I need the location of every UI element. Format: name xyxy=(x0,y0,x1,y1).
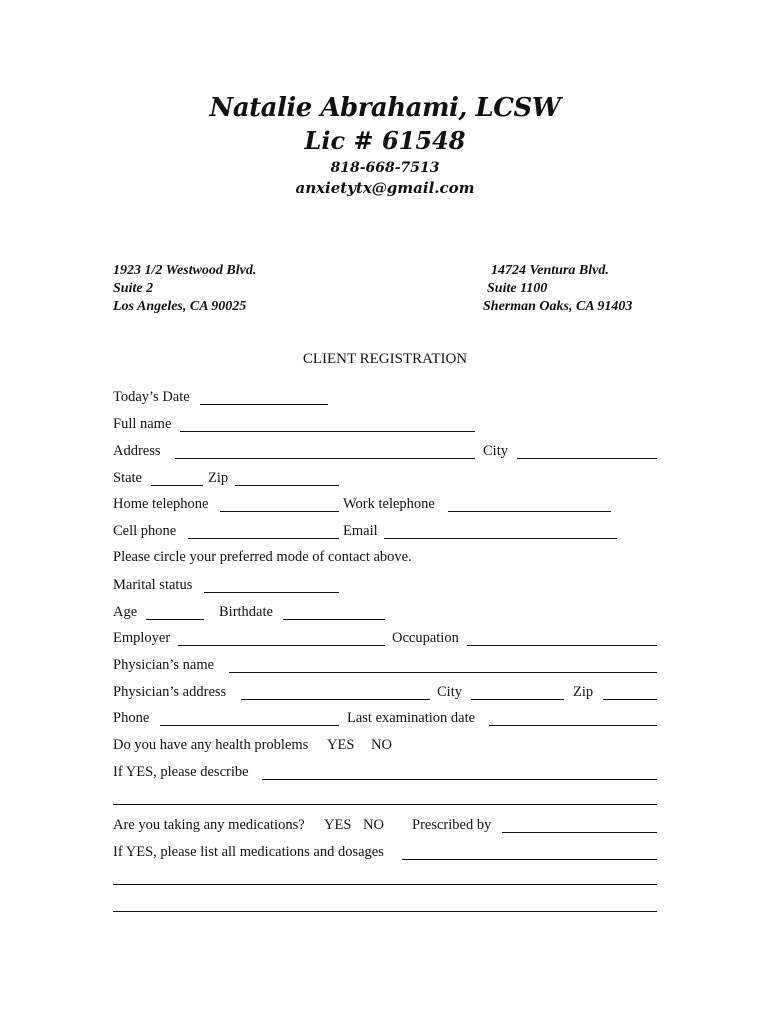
describe-field[interactable] xyxy=(262,763,657,780)
age-field[interactable] xyxy=(146,603,204,620)
form-title: CLIENT REGISTRATION xyxy=(302,351,468,367)
work-telephone-field[interactable] xyxy=(448,495,611,512)
prescribed-by-label: Prescribed by xyxy=(412,817,492,833)
address-field[interactable] xyxy=(175,442,475,459)
address-line: 14724 Ventura Blvd. xyxy=(491,263,609,278)
physician-address-field[interactable] xyxy=(241,683,430,700)
employer-field[interactable] xyxy=(178,629,385,646)
office-address-westwood xyxy=(113,262,256,316)
if-yes-medications-label: If YES, please list all medications and dosages xyxy=(113,844,384,860)
todays-date-label: Today’s Date xyxy=(113,389,190,405)
health-problems-label: Do you have any health problems xyxy=(113,737,309,753)
occupation-label: Occupation xyxy=(392,630,459,646)
full-name-field[interactable] xyxy=(180,415,475,432)
employer-label: Employer xyxy=(113,630,171,646)
address-line: Suite 1100 xyxy=(487,281,548,296)
work-telephone-label: Work telephone xyxy=(343,496,435,512)
physician-name-label: Physician’s name xyxy=(113,657,215,673)
medications-yes-option[interactable]: YES xyxy=(324,817,352,833)
marital-status-label: Marital status xyxy=(113,577,193,593)
marital-status-field[interactable] xyxy=(204,576,339,593)
birthdate-field[interactable] xyxy=(283,603,385,620)
state-field[interactable] xyxy=(151,469,203,486)
cell-phone-label: Cell phone xyxy=(113,523,177,539)
physician-city-field[interactable] xyxy=(471,683,564,700)
describe-continuation-line[interactable] xyxy=(113,804,657,805)
home-telephone-label: Home telephone xyxy=(113,496,209,512)
practitioner-phone: 818-668-7513 xyxy=(330,160,440,176)
contact-note: Please circle your preferred mode of contact above. xyxy=(113,549,412,565)
practitioner-name: Natalie Abrahami, LCSW xyxy=(209,93,561,123)
todays-date-field[interactable] xyxy=(200,388,328,405)
address-line: Los Angeles, CA 90025 xyxy=(113,299,247,314)
last-exam-label: Last examination date xyxy=(347,710,476,726)
physician-address-label: Physician’s address xyxy=(113,684,227,700)
full-name-label: Full name xyxy=(113,416,172,432)
physician-zip-label: Zip xyxy=(573,684,594,700)
address-line: Suite 2 xyxy=(113,281,154,296)
address-label: Address xyxy=(113,443,161,459)
city-label: City xyxy=(483,443,508,459)
last-exam-field[interactable] xyxy=(489,709,657,726)
cell-phone-field[interactable] xyxy=(188,522,339,539)
address-line: Sherman Oaks, CA 91403 xyxy=(483,299,633,314)
physician-zip-field[interactable] xyxy=(603,683,657,700)
medications-label: Are you taking any medications? xyxy=(113,817,305,833)
physician-phone-field[interactable] xyxy=(160,709,339,726)
medications-list-field[interactable] xyxy=(402,843,657,860)
state-label: State xyxy=(113,470,142,486)
email-label: Email xyxy=(343,523,378,539)
physician-name-field[interactable] xyxy=(229,656,657,673)
practitioner-email: anxietytx@gmail.com xyxy=(295,179,475,197)
email-field[interactable] xyxy=(384,522,617,539)
age-label: Age xyxy=(113,604,138,620)
birthdate-label: Birthdate xyxy=(219,604,273,620)
physician-city-label: City xyxy=(437,684,462,700)
occupation-field[interactable] xyxy=(467,629,657,646)
medications-continuation-line[interactable] xyxy=(113,884,657,885)
home-telephone-field[interactable] xyxy=(220,495,339,512)
license-number: Lic # 61548 xyxy=(304,126,466,155)
office-address-sherman-oaks xyxy=(483,262,632,316)
zip-field[interactable] xyxy=(235,469,339,486)
address-line: 1923 1/2 Westwood Blvd. xyxy=(113,263,257,278)
physician-phone-label: Phone xyxy=(113,710,150,726)
medications-no-option[interactable]: NO xyxy=(363,817,384,833)
city-field[interactable] xyxy=(517,442,657,459)
if-yes-describe-label: If YES, please describe xyxy=(113,764,249,780)
health-yes-option[interactable]: YES xyxy=(327,737,355,753)
prescribed-by-field[interactable] xyxy=(502,816,657,833)
zip-label: Zip xyxy=(208,470,229,486)
health-no-option[interactable]: NO xyxy=(371,737,392,753)
medications-continuation-line[interactable] xyxy=(113,911,657,912)
